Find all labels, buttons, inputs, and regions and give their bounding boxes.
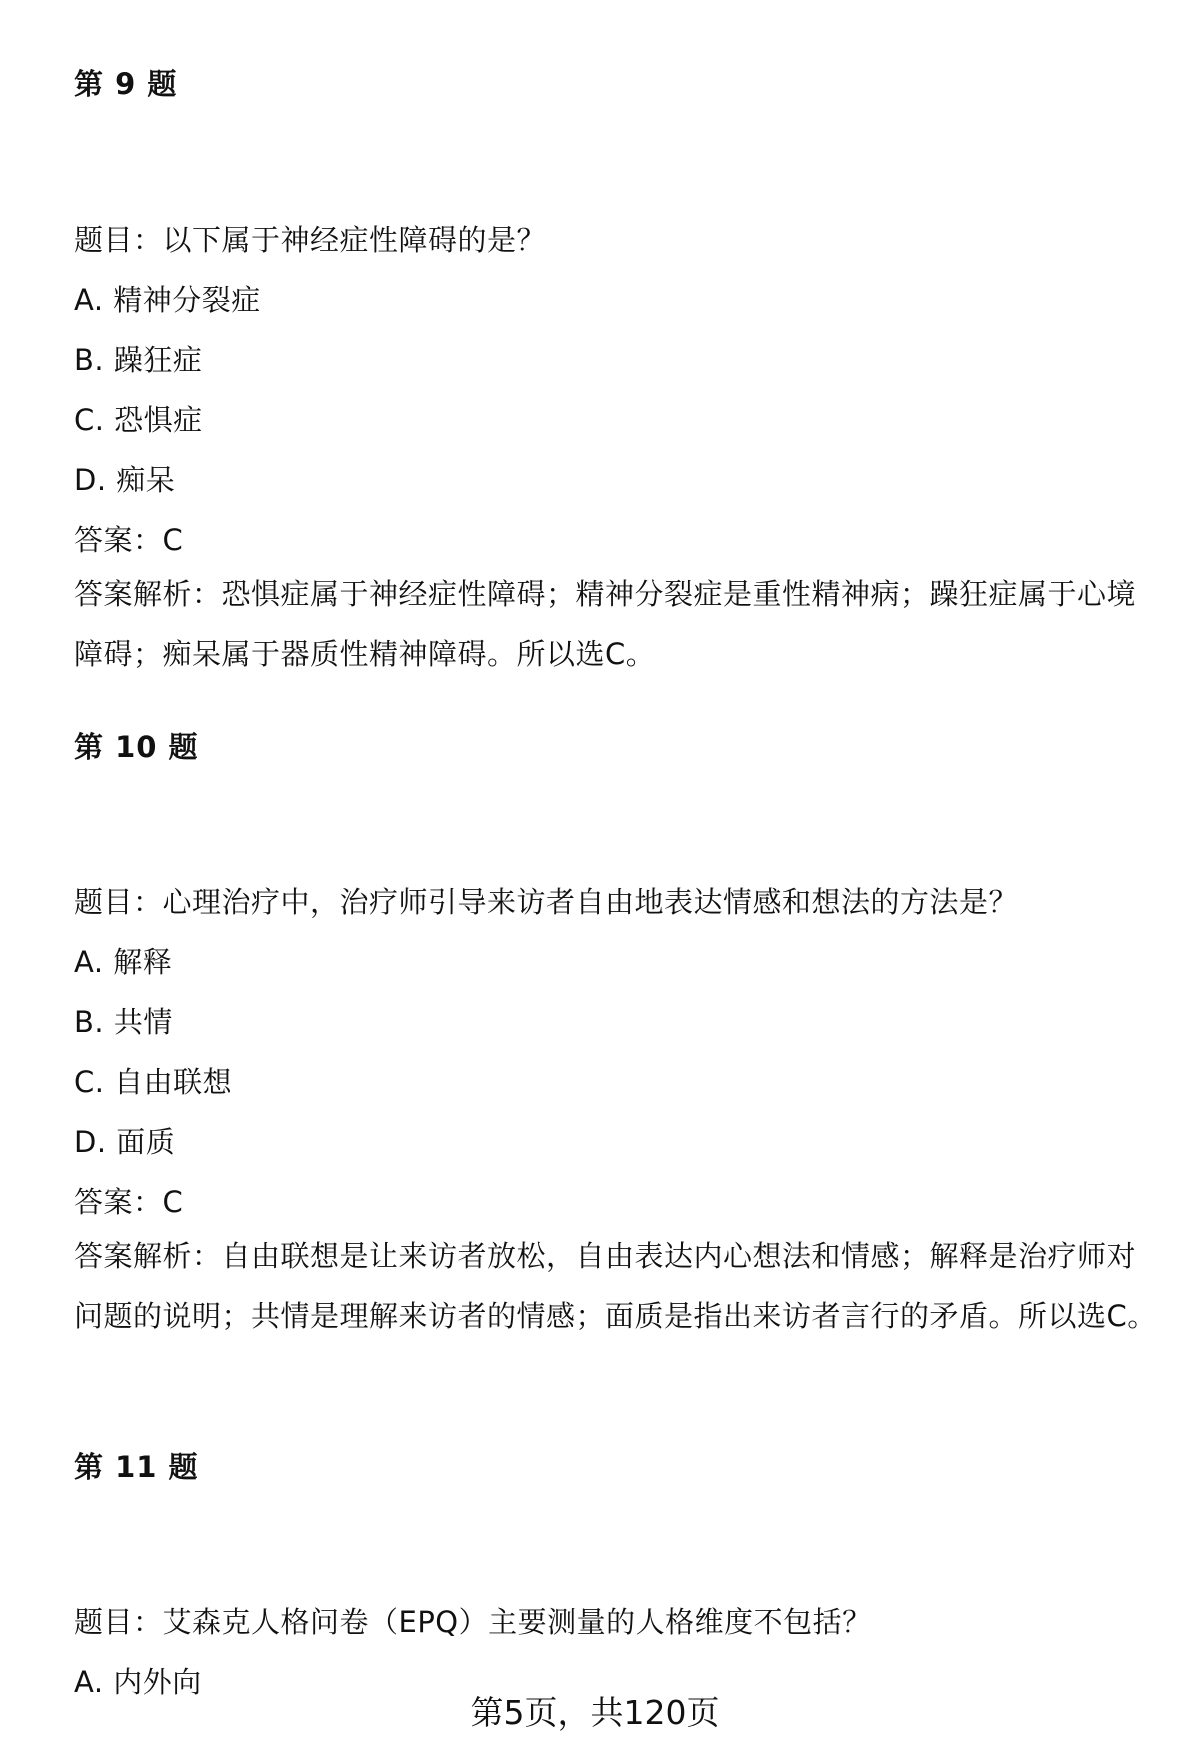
- question-9-option-d: D. 痴呆: [74, 463, 176, 497]
- question-9-stem: 题目：以下属于神经症性障碍的是？: [74, 223, 547, 257]
- question-9-answer: 答案：C: [74, 523, 184, 557]
- question-10-option-d: D. 面质: [74, 1125, 176, 1159]
- question-9-option-b: B. 躁狂症: [74, 343, 203, 377]
- page-number-footer: 第5页，共120页: [470, 1693, 720, 1732]
- question-11-stem: 题目：艾森克人格问卷（EPQ）主要测量的人格维度不包括？: [74, 1605, 872, 1639]
- question-10-answer: 答案：C: [74, 1185, 184, 1219]
- question-9-option-a: A. 精神分裂症: [74, 283, 261, 317]
- question-10-heading: 第 10 题: [74, 730, 199, 764]
- question-10-option-c: C. 自由联想: [74, 1065, 233, 1099]
- question-11-option-a: A. 内外向: [74, 1665, 202, 1699]
- question-9-option-c: C. 恐惧症: [74, 403, 203, 437]
- question-10-option-b: B. 共情: [74, 1005, 173, 1039]
- question-10-explanation: 答案解析：自由联想是让来访者放松，自由表达内心想法和情感；解释是治疗师对问题的说明；共情是理解来访者的情感；面质是指出来访者言行的矛盾。所以选C。: [74, 1239, 1157, 1333]
- question-11-heading: 第 11 题: [74, 1450, 199, 1484]
- question-9-heading: 第 9 题: [74, 67, 178, 101]
- question-9-explanation: 答案解析：恐惧症属于神经症性障碍；精神分裂症是重性精神病；躁狂症属于心境障碍；痴呆属于器质性精神障碍。所以选C。: [74, 577, 1137, 671]
- question-10-option-a: A. 解释: [74, 945, 173, 979]
- question-10-stem: 题目：心理治疗中，治疗师引导来访者自由地表达情感和想法的方法是？: [74, 885, 1019, 919]
